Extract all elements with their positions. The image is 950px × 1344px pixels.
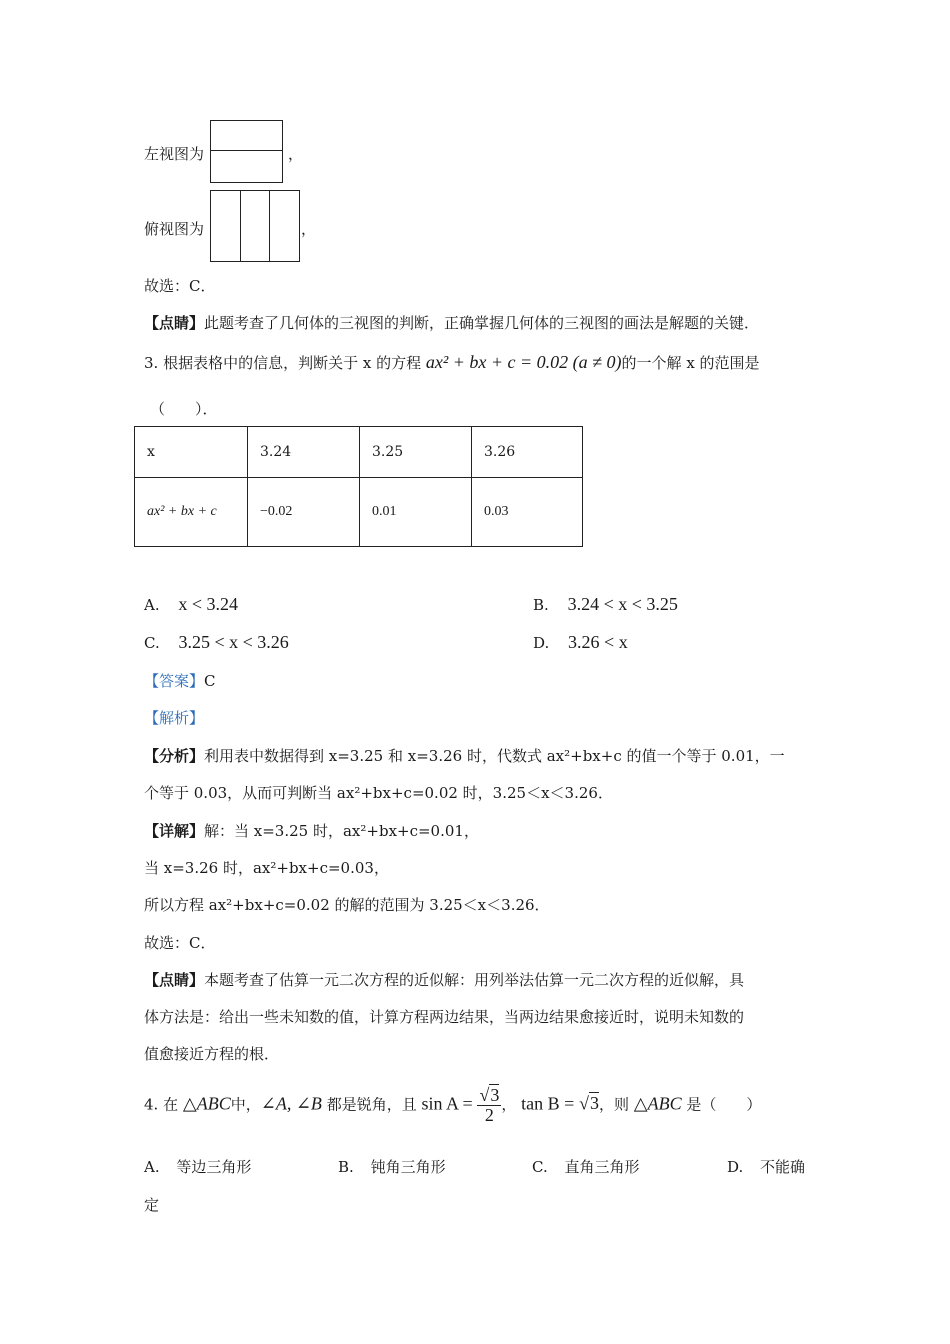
- tan-radicand: 3: [589, 1093, 599, 1114]
- xiangjie-line-2: 当 x=3.26 时，ax²+bx+c=0.03，: [144, 859, 389, 877]
- table-cell: −0.02: [248, 478, 360, 547]
- option-text: 3.26 < x: [568, 632, 628, 652]
- q4-text-4: ，: [501, 1095, 517, 1114]
- left-view-punct: ，: [288, 145, 304, 163]
- table-cell: 3.25: [360, 427, 472, 478]
- q4-sin-fraction: $\frac{√3}{2}$: [479, 1085, 500, 1125]
- q3-stem: [144, 352, 760, 373]
- q3-option-c: [144, 632, 289, 653]
- q4-option-d: [727, 1156, 805, 1177]
- option-letter: A.: [144, 596, 160, 614]
- q3-option-d: [533, 632, 628, 653]
- q4-sin-lhs: sin A =: [421, 1093, 473, 1114]
- fenxi-line-2: 个等于 0.03，从而可判断当 ax²+bx+c=0.02 时，3.25＜x＜3.26．: [144, 784, 613, 802]
- q3-choice: 故选：C．: [144, 934, 216, 952]
- q2-note-tag: 【点睛】: [144, 314, 205, 332]
- sin-numerator: 3: [490, 1085, 500, 1105]
- table-cell: 3.24: [248, 427, 360, 478]
- option-text: 等边三角形: [176, 1158, 252, 1176]
- q4-angles: ∠A, ∠B: [260, 1093, 322, 1114]
- table-row: [135, 427, 583, 478]
- q3-note-line-1: [144, 969, 744, 990]
- q4-option-c: [532, 1156, 640, 1177]
- option-letter: C.: [144, 634, 160, 652]
- fenxi-line-1: [144, 745, 785, 766]
- top-view-divider-1: [240, 191, 241, 261]
- option-letter: B.: [533, 596, 549, 614]
- table-cell: 3.26: [472, 427, 583, 478]
- answer-value: C: [204, 672, 216, 690]
- xiangjie-line-3: 所以方程 ax²+bx+c=0.02 的解的范围为 3.25＜x＜3.26．: [144, 896, 550, 914]
- option-letter: D.: [533, 634, 550, 652]
- q3-note-line-3: 值愈接近方程的根．: [144, 1045, 280, 1063]
- fenxi-tag: 【分析】: [144, 747, 205, 765]
- xiangjie-tag: 【详解】: [144, 822, 205, 840]
- top-view-figure: [210, 190, 300, 262]
- q4-text-6: 是（ ）: [686, 1095, 762, 1114]
- q3-table: [134, 426, 583, 547]
- option-letter: A.: [144, 1158, 160, 1176]
- q2-note: [144, 312, 759, 333]
- q3-note-line-2: 体方法是：给出一些未知数的值，计算方程两边结果，当两边结果愈接近时，说明未知数的: [144, 1008, 745, 1026]
- q3-equation: ax² + bx + c = 0.02 (a ≠ 0): [425, 352, 622, 372]
- option-text: 直角三角形: [564, 1158, 640, 1176]
- q3-option-a: [144, 594, 238, 615]
- q3-stem-a: 根据表格中的信息，判断关于 x 的方程: [163, 354, 422, 372]
- q4-text-2: 中，: [230, 1095, 261, 1114]
- xiangjie-text-1: 解：当 x=3.25 时，ax²+bx+c=0.01，: [204, 822, 479, 840]
- q4-option-a: [144, 1156, 251, 1177]
- left-view-divider: [211, 150, 282, 151]
- sin-denominator: 2: [484, 1104, 494, 1125]
- top-view-divider-2: [269, 191, 270, 261]
- q3-stem-b: 的一个解 x 的范围是: [621, 354, 760, 372]
- q4-option-d-wrap: 定: [144, 1196, 160, 1214]
- q3-blank: （ ）．: [150, 400, 218, 418]
- top-view-punct: ，: [301, 220, 317, 238]
- xiangjie-line-1: [144, 820, 479, 841]
- option-letter: C.: [532, 1158, 548, 1176]
- q4-triangle-2: △ABC: [633, 1093, 682, 1114]
- option-text: x < 3.24: [178, 594, 239, 614]
- option-letter: D.: [727, 1158, 744, 1176]
- q4-triangle: △ABC: [182, 1093, 231, 1114]
- q4-stem: 4. 在 △ABC中，∠A, ∠B 都是锐角，且 sin A = $\frac{√3}{2}$ ， tan B = √3，则 △ABC 是（ ）: [144, 1085, 762, 1125]
- note-tag: 【点睛】: [144, 971, 205, 989]
- analysis-tag: 【解析】: [144, 709, 205, 727]
- option-text: 不能确: [760, 1158, 806, 1176]
- table-row: [135, 478, 583, 547]
- q4-tan-lhs: tan B =: [521, 1093, 575, 1114]
- table-cell: 0.03: [472, 478, 583, 547]
- q2-choice: 故选：C．: [144, 277, 216, 295]
- table-cell: 0.01: [360, 478, 472, 547]
- q4-text-5: ，则: [598, 1095, 629, 1114]
- table-header-x: x: [135, 427, 248, 478]
- option-text: 3.25 < x < 3.26: [178, 632, 289, 652]
- table-header-expr: ax² + bx + c: [135, 478, 248, 547]
- option-text: 钝角三角形: [370, 1158, 446, 1176]
- top-view-label: 俯视图为: [144, 220, 205, 238]
- q4-text-1: 在: [163, 1095, 179, 1114]
- q3-number: 3.: [144, 354, 159, 372]
- q4-number: 4.: [144, 1095, 159, 1114]
- fenxi-text-1: 利用表中数据得到 x=3.25 和 x=3.26 时，代数式 ax²+bx+c 的值一个等于 0.01，一: [204, 747, 785, 765]
- option-text: 3.24 < x < 3.25: [567, 594, 678, 614]
- answer-tag: 【答案】: [144, 672, 205, 690]
- q2-note-text: 此题考查了几何体的三视图的判断，正确掌握几何体的三视图的画法是解题的关键．: [204, 314, 760, 332]
- q3-answer: [144, 670, 216, 691]
- note-text-1: 本题考查了估算一元二次方程的近似解：用列举法估算一元二次方程的近似解，具: [204, 971, 745, 989]
- left-view-label: 左视图为: [144, 145, 205, 163]
- q3-option-b: [533, 594, 678, 615]
- left-view-figure: [210, 120, 283, 183]
- q4-text-3: 都是锐角，且: [326, 1095, 417, 1114]
- q4-option-b: [338, 1156, 446, 1177]
- option-letter: B.: [338, 1158, 354, 1176]
